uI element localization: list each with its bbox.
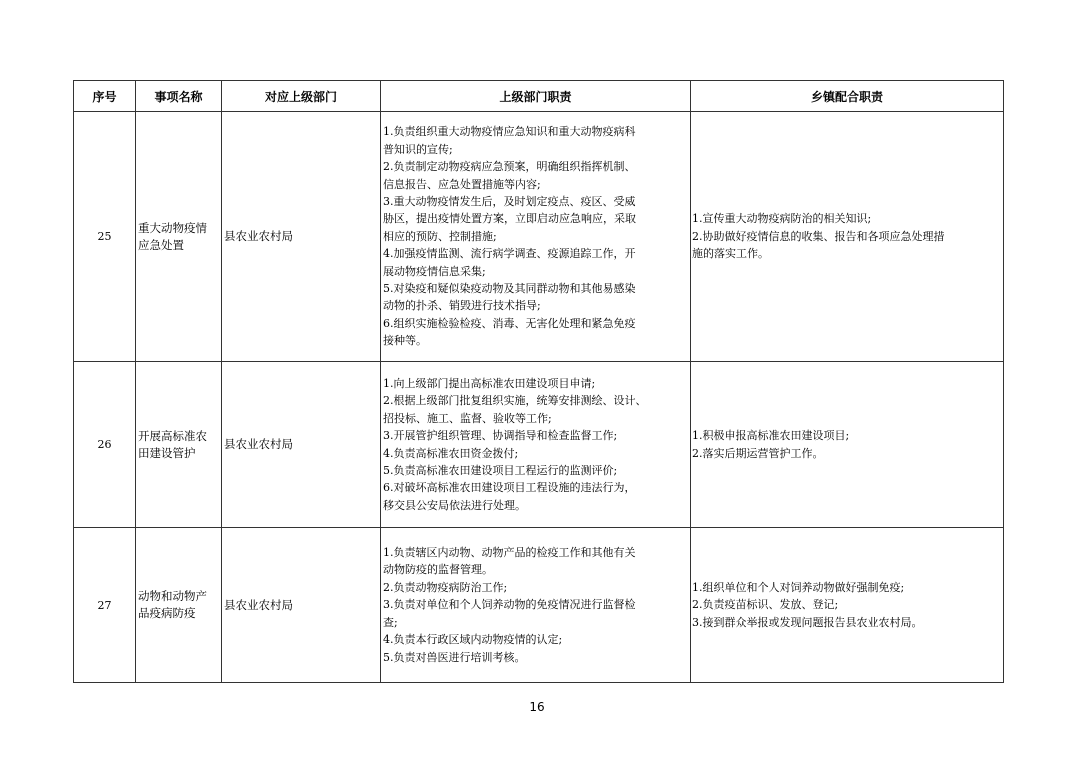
duty-line: 6.对破坏高标准农田建设项目工程设施的违法行为， <box>383 481 636 495</box>
township-duty-line: 1.组织单位和个人对饲养动物做好强制免疫; <box>692 580 905 594</box>
township-duty-line: 2.负责疫苗标识、发放、登记; <box>692 598 839 612</box>
duty-line: 5.负责高标准农田建设项目工程运行的监测评价; <box>383 463 618 477</box>
header-serial-number: 序号 <box>74 81 136 112</box>
duty-line: 4.加强疫情监测、流行病学调查、疫源追踪工作，开 <box>383 247 636 261</box>
duty-line: 1.负责组织重大动物疫情应急知识和重大动物疫病科 <box>383 125 636 139</box>
table-row <box>74 528 1004 683</box>
superior-duties-cell <box>381 112 691 362</box>
serial-number-cell: 27 <box>74 528 136 683</box>
department-cell: 县农业农村局 <box>222 362 381 528</box>
duty-line: 胁区，提出疫情处置方案，立即启动应急响应，采取 <box>383 212 636 226</box>
duty-line: 2.根据上级部门批复组织实施，统筹安排测绘、设计、 <box>383 394 647 408</box>
duty-line: 展动物疫情信息采集; <box>383 264 486 278</box>
township-duties-cell <box>691 362 1004 528</box>
duty-line: 查; <box>383 615 398 629</box>
township-duty-line: 1.宣传重大动物疫病防治的相关知识; <box>692 212 872 226</box>
duty-line: 4.负责本行政区域内动物疫情的认定; <box>383 633 563 647</box>
serial-number-cell: 26 <box>74 362 136 528</box>
duty-line: 5.对染疫和疑似染疫动物及其同群动物和其他易感染 <box>383 282 636 296</box>
duty-line: 招投标、施工、监督、验收等工作; <box>383 411 552 425</box>
table-row <box>74 362 1004 528</box>
department-cell: 县农业农村局 <box>222 112 381 362</box>
duty-line: 3.负责对单位和个人饲养动物的免疫情况进行监督检 <box>383 598 636 612</box>
table-header-row <box>74 81 1004 112</box>
responsibility-table <box>73 80 1004 683</box>
item-name-line: 重大动物疫情 <box>138 220 207 235</box>
township-duty-line: 1.积极申报高标准农田建设项目; <box>692 429 850 443</box>
township-duty-line: 2.落实后期运营管护工作。 <box>692 446 824 460</box>
superior-duties-cell <box>381 528 691 683</box>
township-duties-cell <box>691 528 1004 683</box>
township-duty-line: 施的落实工作。 <box>692 247 769 261</box>
township-duties-cell <box>691 112 1004 362</box>
item-name-line: 品疫病防疫 <box>138 606 196 620</box>
duty-line: 移交县公安局依法进行处理。 <box>383 498 526 512</box>
header-item-name: 事项名称 <box>136 81 222 112</box>
duty-line: 1.负责辖区内动物、动物产品的检疫工作和其他有关 <box>383 546 636 560</box>
header-superior-duties: 上级部门职责 <box>381 81 691 112</box>
duty-line: 2.负责动物疫病防治工作; <box>383 580 508 594</box>
duty-line: 1.向上级部门提出高标准农田建设项目申请; <box>383 376 596 390</box>
serial-number-cell: 25 <box>74 112 136 362</box>
superior-duties-cell <box>381 362 691 528</box>
item-name-line: 开展高标准农 <box>138 428 207 443</box>
township-duty-line: 3.接到群众举报或发现问题报告县农业农村局。 <box>692 615 923 629</box>
page-number: 16 <box>529 700 545 714</box>
duty-line: 信息报告、应急处置措施等内容; <box>383 177 541 191</box>
duty-line: 3.重大动物疫情发生后，及时划定疫点、疫区、受威 <box>383 194 636 208</box>
item-name-cell <box>136 112 222 362</box>
duty-line: 动物的扑杀、销毁进行技术指导; <box>383 299 541 313</box>
township-duty-line: 2.协助做好疫情信息的收集、报告和各项应急处理措 <box>692 229 945 243</box>
item-name-line: 田建设管护 <box>138 445 196 460</box>
duty-line: 动物防疫的监督管理。 <box>383 563 493 577</box>
department-cell: 县农业农村局 <box>222 528 381 683</box>
item-name-line: 动物和动物产 <box>138 589 207 603</box>
duty-line: 3.开展管护组织管理、协调指导和检查监督工作; <box>383 429 618 443</box>
duty-line: 4.负责高标准农田资金拨付; <box>383 446 519 460</box>
header-township-duties: 乡镇配合职责 <box>691 81 1004 112</box>
table-row <box>74 112 1004 362</box>
duty-line: 普知识的宣传; <box>383 142 453 156</box>
duty-line: 相应的预防、控制措施; <box>383 229 497 243</box>
item-name-line: 应急处置 <box>138 237 184 252</box>
duty-line: 2.负责制定动物疫病应急预案，明确组织指挥机制、 <box>383 160 636 174</box>
item-name-cell <box>136 362 222 528</box>
duty-line: 接种等。 <box>383 334 427 348</box>
header-superior-department: 对应上级部门 <box>222 81 381 112</box>
duty-line: 6.组织实施检验检疫、消毒、无害化处理和紧急免疫 <box>383 316 636 330</box>
item-name-cell <box>136 528 222 683</box>
duty-line: 5.负责对兽医进行培训考核。 <box>383 650 526 664</box>
